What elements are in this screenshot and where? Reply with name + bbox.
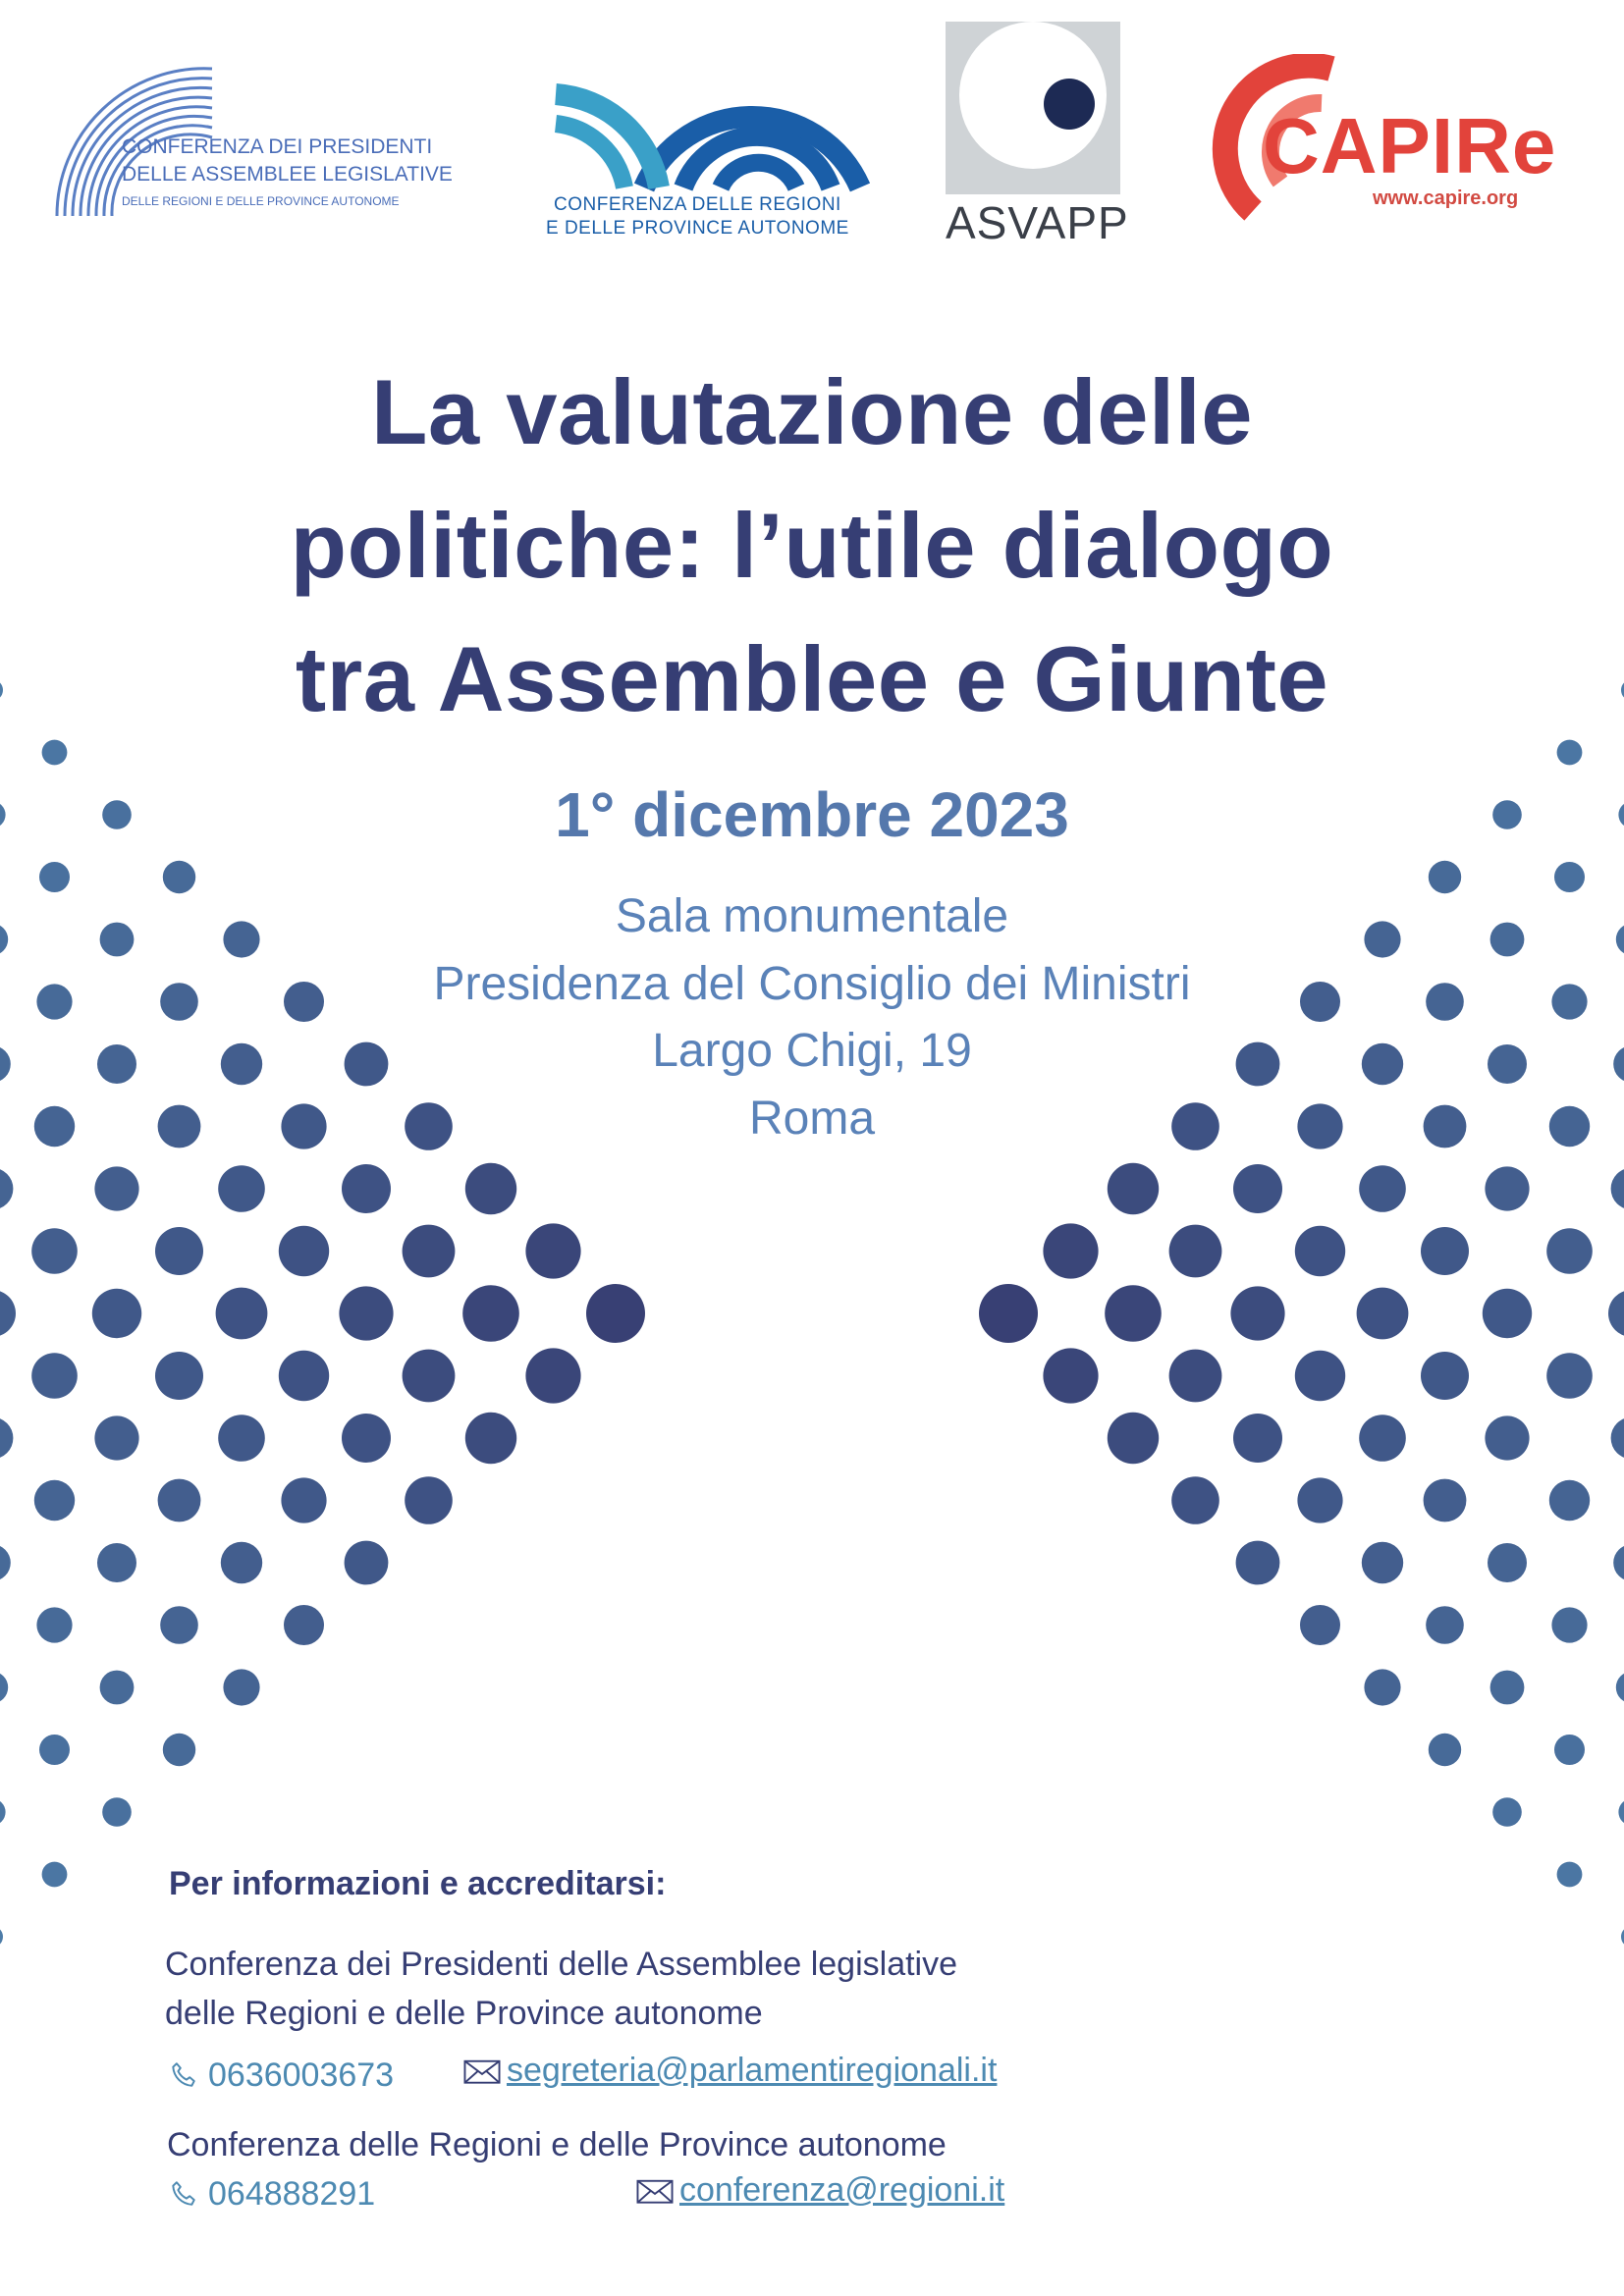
pattern-dot bbox=[0, 1544, 11, 1581]
info-heading: Per informazioni e accreditarsi: bbox=[169, 1865, 667, 1902]
org1-name-line1: Conferenza dei Presidenti delle Assemblee legislative bbox=[165, 1946, 958, 1983]
pattern-dot bbox=[34, 1480, 75, 1521]
pattern-dot bbox=[223, 921, 259, 957]
pattern-dot bbox=[525, 1223, 580, 1278]
pattern-dot bbox=[403, 1225, 456, 1278]
pattern-dot bbox=[1108, 1163, 1159, 1214]
pattern-dot bbox=[1362, 1043, 1403, 1085]
title-line-1: La valutazione delle bbox=[370, 360, 1254, 463]
org2-email[interactable] bbox=[636, 2171, 1004, 2210]
org1-email-link[interactable]: segreteria@parlamentiregionali.it bbox=[507, 2052, 998, 2089]
pattern-dot bbox=[1043, 1348, 1098, 1403]
pattern-dot bbox=[1364, 921, 1400, 957]
pattern-dot bbox=[221, 1542, 262, 1583]
pattern-dot bbox=[158, 1479, 201, 1522]
pattern-dot bbox=[1616, 924, 1624, 955]
pattern-dot bbox=[31, 1228, 78, 1274]
pattern-dot bbox=[0, 679, 3, 701]
pattern-dot bbox=[1490, 1671, 1525, 1705]
capire-logo bbox=[1204, 54, 1597, 231]
pattern-dot bbox=[1421, 1227, 1469, 1275]
pattern-dot bbox=[1359, 1415, 1406, 1462]
conferenza-regioni-line1: CONFERENZA DELLE REGIONI bbox=[554, 194, 841, 215]
pattern-dot bbox=[100, 923, 135, 957]
cpal-logo-line2: DELLE ASSEMBLEE LEGISLATIVE bbox=[122, 163, 453, 186]
capire-logo-url: www.capire.org bbox=[1373, 187, 1519, 209]
pattern-dot bbox=[155, 1352, 203, 1400]
pattern-dot bbox=[979, 1284, 1038, 1343]
pattern-dot bbox=[160, 983, 198, 1021]
venue-line-2: Presidenza del Consiglio dei Ministri bbox=[433, 957, 1191, 1010]
pattern-dot bbox=[1362, 1542, 1403, 1583]
venue-line-4: Roma bbox=[748, 1092, 876, 1145]
pattern-dot bbox=[1169, 1350, 1222, 1403]
pattern-dot bbox=[34, 1106, 75, 1147]
pattern-dot bbox=[586, 1284, 645, 1343]
pattern-dot bbox=[42, 1862, 68, 1888]
pattern-dot bbox=[1295, 1351, 1345, 1401]
phone-icon bbox=[167, 2058, 202, 2094]
org1-name bbox=[165, 1940, 957, 2038]
pattern-dot bbox=[279, 1351, 329, 1401]
envelope-icon bbox=[636, 2176, 674, 2206]
org2-email-link[interactable]: conferenza@regioni.it bbox=[679, 2171, 1005, 2209]
pattern-dot bbox=[36, 984, 72, 1019]
pattern-dot bbox=[405, 1476, 453, 1524]
pattern-dot bbox=[1551, 1607, 1587, 1642]
event-date: 1° dicembre 2023 bbox=[555, 779, 1069, 850]
pattern-dot bbox=[218, 1165, 265, 1212]
pattern-dot bbox=[1230, 1286, 1284, 1340]
pattern-dot bbox=[31, 1353, 78, 1399]
pattern-dot bbox=[465, 1413, 516, 1464]
title-line-3: tra Assemblee e Giunte bbox=[295, 627, 1329, 730]
pattern-dot bbox=[218, 1415, 265, 1462]
pattern-dot bbox=[100, 1671, 135, 1705]
pattern-dot bbox=[1421, 1352, 1469, 1400]
pattern-dot bbox=[97, 1044, 136, 1084]
pattern-dot bbox=[102, 1797, 132, 1827]
pattern-dot bbox=[39, 862, 70, 892]
pattern-dot bbox=[1546, 1353, 1593, 1399]
pattern-dot bbox=[0, 1672, 8, 1703]
pattern-dot bbox=[1426, 983, 1464, 1021]
org1-name-line2: delle Regioni e delle Province autonome bbox=[165, 1995, 763, 2032]
cpal-logo-line1: CONFERENZA DEI PRESIDENTI bbox=[122, 135, 433, 158]
pattern-dot bbox=[1613, 1045, 1624, 1083]
pattern-dot bbox=[0, 1926, 3, 1948]
pattern-dot bbox=[342, 1414, 391, 1463]
pattern-dot bbox=[163, 861, 195, 893]
pattern-dot bbox=[1488, 1044, 1527, 1084]
pattern-dot bbox=[1546, 1228, 1593, 1274]
conferenza-regioni-arcs-icon bbox=[546, 55, 870, 192]
asvapp-dot-icon bbox=[1044, 79, 1095, 130]
pattern-dot bbox=[525, 1348, 580, 1403]
pattern-dot bbox=[97, 1543, 136, 1582]
pattern-dot bbox=[1557, 1862, 1583, 1888]
org1-email[interactable] bbox=[463, 2052, 997, 2090]
pattern-dot bbox=[339, 1286, 393, 1340]
pattern-dot bbox=[1426, 1606, 1464, 1644]
org2-name: Conferenza delle Regioni e delle Province autonome bbox=[167, 2126, 947, 2163]
pattern-dot bbox=[102, 800, 132, 829]
pattern-dot bbox=[0, 1168, 13, 1210]
pattern-dot bbox=[1359, 1165, 1406, 1212]
pattern-dot bbox=[1554, 862, 1585, 892]
event-venue bbox=[295, 883, 1329, 1152]
pattern-dot bbox=[1485, 1415, 1529, 1460]
pattern-dot bbox=[1618, 801, 1624, 828]
pattern-dot bbox=[1616, 1672, 1624, 1703]
pattern-dot bbox=[158, 1105, 201, 1148]
pattern-dot bbox=[1551, 984, 1587, 1019]
pattern-dot bbox=[94, 1415, 138, 1460]
pattern-dot bbox=[1171, 1476, 1219, 1524]
pattern-dot bbox=[1236, 1541, 1280, 1585]
event-title bbox=[196, 346, 1428, 746]
pattern-dot bbox=[1608, 1290, 1624, 1337]
pattern-dot bbox=[1424, 1105, 1467, 1148]
envelope-icon bbox=[463, 2056, 501, 2086]
pattern-dot bbox=[1492, 1797, 1522, 1827]
pattern-dot bbox=[1233, 1164, 1282, 1213]
pattern-dot bbox=[160, 1606, 198, 1644]
pattern-dot bbox=[42, 740, 68, 766]
pattern-dot bbox=[94, 1166, 138, 1210]
pattern-dot bbox=[1364, 1669, 1400, 1705]
pattern-dot bbox=[1357, 1288, 1409, 1340]
pattern-dot bbox=[1043, 1223, 1098, 1278]
pattern-dot bbox=[1549, 1480, 1590, 1521]
pattern-dot bbox=[0, 801, 6, 828]
pattern-dot bbox=[345, 1541, 389, 1585]
pattern-dot bbox=[1611, 1168, 1624, 1210]
org1-phone[interactable] bbox=[167, 2056, 394, 2095]
pattern-dot bbox=[281, 1477, 326, 1522]
pattern-dot bbox=[1297, 1477, 1342, 1522]
pattern-dot bbox=[0, 924, 8, 955]
pattern-dot bbox=[1488, 1543, 1527, 1582]
pattern-dot bbox=[342, 1164, 391, 1213]
cpal-logo bbox=[35, 49, 477, 226]
org1-phone-number: 0636003673 bbox=[208, 2056, 395, 2094]
pattern-dot bbox=[1554, 1735, 1585, 1765]
pattern-dot bbox=[1108, 1413, 1159, 1464]
pattern-dot bbox=[462, 1285, 519, 1342]
pattern-dot bbox=[0, 1417, 13, 1460]
pattern-dot bbox=[1429, 861, 1461, 893]
pattern-dot bbox=[1483, 1289, 1532, 1338]
pattern-dot bbox=[1618, 1798, 1624, 1825]
pattern-dot bbox=[1485, 1166, 1529, 1210]
pattern-dot bbox=[36, 1607, 72, 1642]
pattern-dot bbox=[221, 1043, 262, 1085]
pattern-dot bbox=[223, 1669, 259, 1705]
org2-phone-number: 064888291 bbox=[208, 2175, 376, 2213]
title-line-2: politiche: l’utile dialogo bbox=[290, 494, 1334, 597]
pattern-dot bbox=[1549, 1106, 1590, 1147]
cpal-logo-line3: DELLE REGIONI E DELLE PROVINCE AUTONOME bbox=[122, 194, 400, 208]
pattern-dot bbox=[155, 1227, 203, 1275]
pattern-dot bbox=[1233, 1414, 1282, 1463]
conferenza-regioni-logo bbox=[546, 55, 870, 241]
venue-line-1: Sala monumentale bbox=[615, 890, 1009, 942]
asvapp-logo-text: ASVAPP bbox=[946, 197, 1129, 248]
pattern-dot bbox=[1295, 1226, 1345, 1276]
capire-logo-text: CAPIRe bbox=[1263, 102, 1557, 189]
pattern-dot bbox=[216, 1288, 268, 1340]
pattern-dot bbox=[284, 1605, 324, 1645]
pattern-dot bbox=[279, 1226, 329, 1276]
pattern-dot bbox=[1424, 1479, 1467, 1522]
asvapp-logo bbox=[946, 22, 1129, 248]
pattern-dot bbox=[1105, 1285, 1162, 1342]
conferenza-regioni-line2: E DELLE PROVINCE AUTONOME bbox=[546, 218, 849, 239]
pattern-dot bbox=[465, 1163, 516, 1214]
pattern-dot bbox=[1490, 923, 1525, 957]
pattern-dot bbox=[163, 1734, 195, 1766]
pattern-dot bbox=[39, 1735, 70, 1765]
pattern-dot bbox=[92, 1289, 141, 1338]
pattern-dot bbox=[1613, 1544, 1624, 1581]
pattern-dot bbox=[0, 1798, 6, 1825]
pattern-dot bbox=[1169, 1225, 1222, 1278]
pattern-dot bbox=[1611, 1417, 1624, 1460]
pattern-dot bbox=[0, 1045, 11, 1083]
pattern-dot bbox=[1492, 800, 1522, 829]
phone-icon bbox=[167, 2177, 202, 2213]
pattern-dot bbox=[1557, 740, 1583, 766]
pattern-dot bbox=[403, 1350, 456, 1403]
venue-line-3: Largo Chigi, 19 bbox=[652, 1025, 972, 1077]
org2-phone[interactable] bbox=[167, 2175, 375, 2214]
pattern-dot bbox=[0, 1290, 16, 1337]
pattern-dot bbox=[1300, 1605, 1340, 1645]
pattern-dot bbox=[1429, 1734, 1461, 1766]
